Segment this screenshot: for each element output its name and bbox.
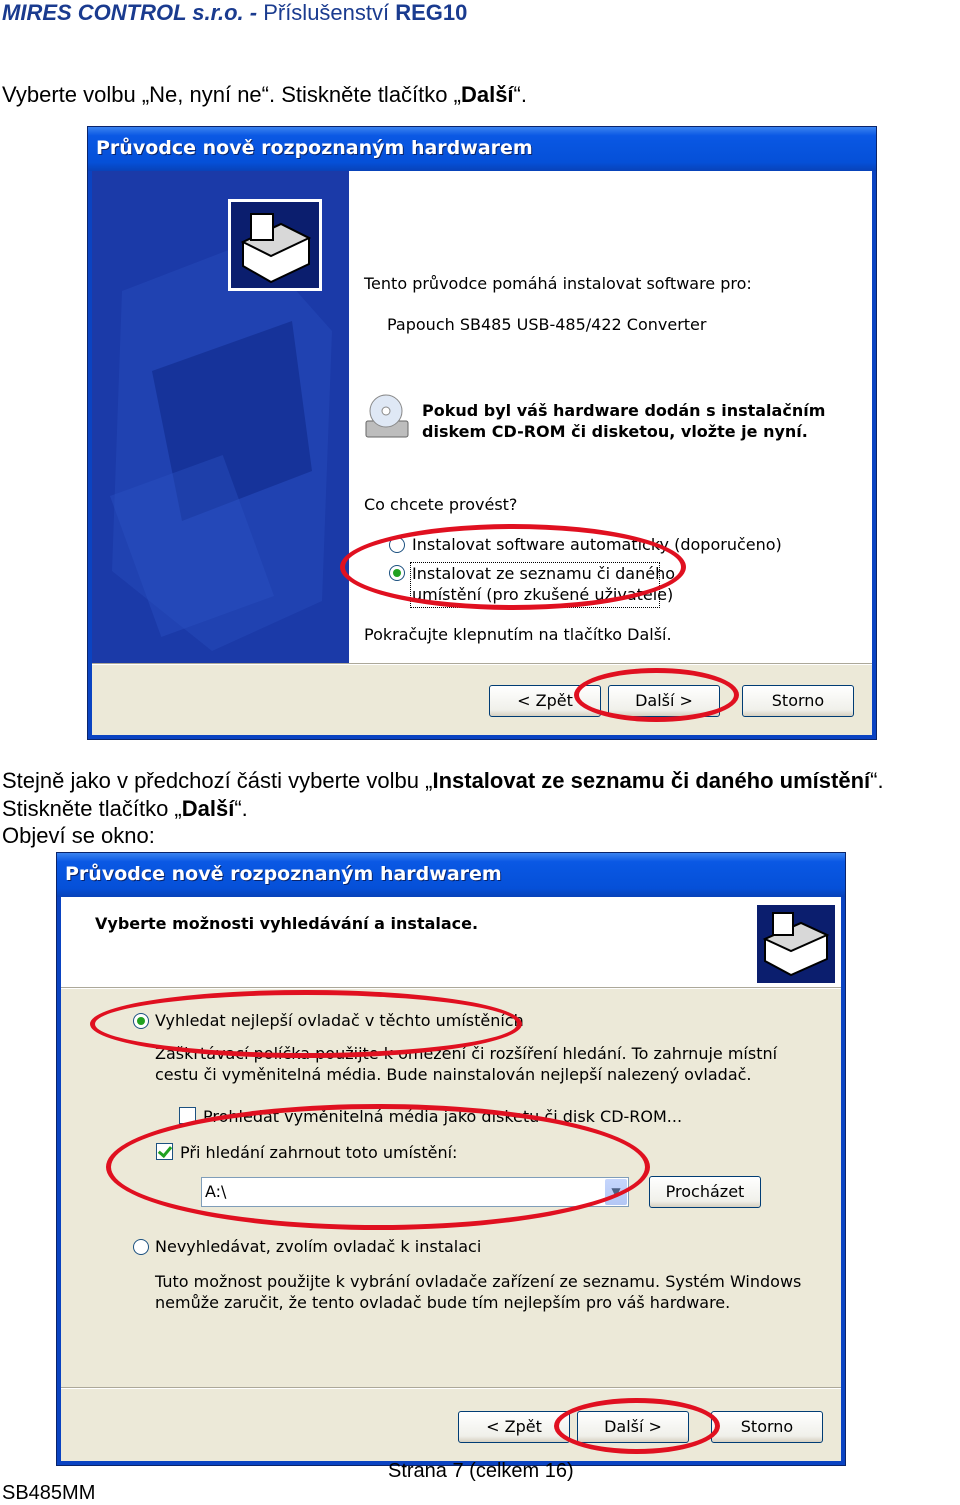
wizard-side-panel bbox=[92, 171, 349, 663]
intro-text-end: “. bbox=[513, 82, 527, 107]
next-button[interactable]: Další > bbox=[577, 1411, 689, 1443]
hardware-icon bbox=[228, 199, 322, 291]
intro-bold: Další bbox=[460, 82, 514, 107]
cd-instruction-line2: diskem CD-ROM či disketou, vložte je nyní. bbox=[422, 422, 808, 441]
highlight-ellipse-next-2 bbox=[554, 1398, 720, 1454]
page-number: Strana 7 (celkem 16) bbox=[388, 1460, 574, 1482]
footer-doc-code: SB485MM bbox=[2, 1482, 96, 1504]
highlight-ellipse-next bbox=[574, 668, 739, 722]
removable-media-label[interactable]: Prohledat vyměnitelná média jako disketu či disk CD-ROM... bbox=[203, 1107, 683, 1126]
header-product: REG10 bbox=[395, 0, 468, 25]
middle-line-1 bbox=[2, 768, 884, 794]
cd-drive-graphic bbox=[364, 393, 410, 441]
cd-drive-icon bbox=[364, 393, 410, 441]
middle-line-3: Objeví se okno: bbox=[2, 823, 155, 848]
wizard-header-band bbox=[61, 897, 841, 987]
hardware-icon-graphic bbox=[757, 905, 835, 983]
middle-text: Stejně jako v předchozí části vyberte volbu „ bbox=[2, 768, 433, 793]
chevron-down-icon[interactable]: ▼ bbox=[605, 1179, 627, 1205]
cancel-button[interactable]: Storno bbox=[711, 1411, 823, 1443]
header-subtitle: Příslušenství bbox=[263, 0, 390, 25]
title-bar bbox=[57, 853, 845, 897]
manual-radio[interactable] bbox=[133, 1239, 149, 1255]
wizard-lead-text: Tento průvodce pomáhá instalovat software pro: bbox=[364, 274, 752, 293]
window-title: Průvodce nově rozpoznaným hardwarem bbox=[65, 863, 502, 885]
title-bar bbox=[88, 127, 876, 171]
middle-text-2: Stiskněte tlačítko „ bbox=[2, 796, 182, 821]
header-separator: - bbox=[243, 0, 264, 25]
button-separator bbox=[92, 663, 872, 665]
wizard-heading: Vyberte možnosti vyhledávání a instalace. bbox=[95, 914, 479, 933]
question-label: Co chcete provést? bbox=[364, 495, 518, 514]
highlight-ellipse-search bbox=[90, 990, 522, 1058]
intro-text: Vyberte volbu „Ne, nyní ne“. Stiskněte tlačítko „ bbox=[2, 82, 461, 107]
document-header bbox=[2, 0, 467, 26]
hardware-icon bbox=[757, 905, 835, 983]
back-button[interactable]: < Zpět bbox=[489, 685, 601, 717]
middle-text-end: “. bbox=[870, 768, 884, 793]
company-name: MIRES CONTROL s.r.o. bbox=[2, 0, 244, 25]
hardware-icon-graphic bbox=[231, 202, 319, 288]
middle-text-2-end: “. bbox=[234, 796, 248, 821]
cd-instruction-line1: Pokud byl váš hardware dodán s instalačním bbox=[422, 401, 826, 420]
list-install-label-line1[interactable]: Instalovat ze seznamu či daného bbox=[412, 564, 676, 583]
path-value: A:\ bbox=[205, 1182, 227, 1201]
device-name: Papouch SB485 USB-485/422 Converter bbox=[387, 315, 707, 334]
manual-option-label[interactable]: Nevyhledávat, zvolím ovladač k instalaci bbox=[155, 1237, 482, 1256]
list-install-label-line2[interactable]: umístění (pro zkušené uživatele) bbox=[412, 585, 674, 604]
next-button[interactable]: Další > bbox=[608, 685, 720, 717]
middle-line-2 bbox=[2, 796, 248, 822]
wizard-client-area bbox=[92, 171, 872, 735]
manual-description-1: Tuto možnost použijte k vybrání ovladače zařízení ze seznamu. Systém Windows bbox=[155, 1272, 802, 1291]
highlight-ellipse-location bbox=[106, 1104, 650, 1230]
search-description-2: cestu či vyměnitelná média. Bude nainstalován nejlepší nalezený ovladač. bbox=[155, 1065, 752, 1084]
window-title: Průvodce nově rozpoznaným hardwarem bbox=[96, 137, 533, 159]
wizard-window-1 bbox=[87, 126, 877, 740]
highlight-ellipse-option bbox=[340, 524, 686, 610]
auto-install-label[interactable]: Instalovat software automaticky (doporučeno) bbox=[412, 535, 782, 554]
include-location-label[interactable]: Při hledání zahrnout toto umístění: bbox=[180, 1143, 458, 1162]
cancel-button[interactable]: Storno bbox=[742, 685, 854, 717]
button-separator bbox=[61, 1387, 841, 1389]
browse-button[interactable]: Procházet bbox=[649, 1176, 761, 1208]
search-option-label[interactable]: Vyhledat nejlepší ovladač v těchto umístěních bbox=[155, 1011, 524, 1030]
middle-bold: Instalovat ze seznamu či daného umístění bbox=[432, 768, 871, 793]
continue-hint: Pokračujte klepnutím na tlačítko Další. bbox=[364, 625, 672, 644]
header-separator-line bbox=[61, 987, 841, 989]
search-description-1: Zaškrtávací políčka použijte k omezení či rozšíření hledání. To zahrnuje místní bbox=[155, 1044, 778, 1063]
manual-description-2: nemůže zaručit, že tento ovladač bude tím nejlepším pro váš hardware. bbox=[155, 1293, 731, 1312]
intro-paragraph bbox=[2, 82, 527, 108]
middle-bold-2: Další bbox=[181, 796, 235, 821]
back-button[interactable]: < Zpět bbox=[458, 1411, 570, 1443]
